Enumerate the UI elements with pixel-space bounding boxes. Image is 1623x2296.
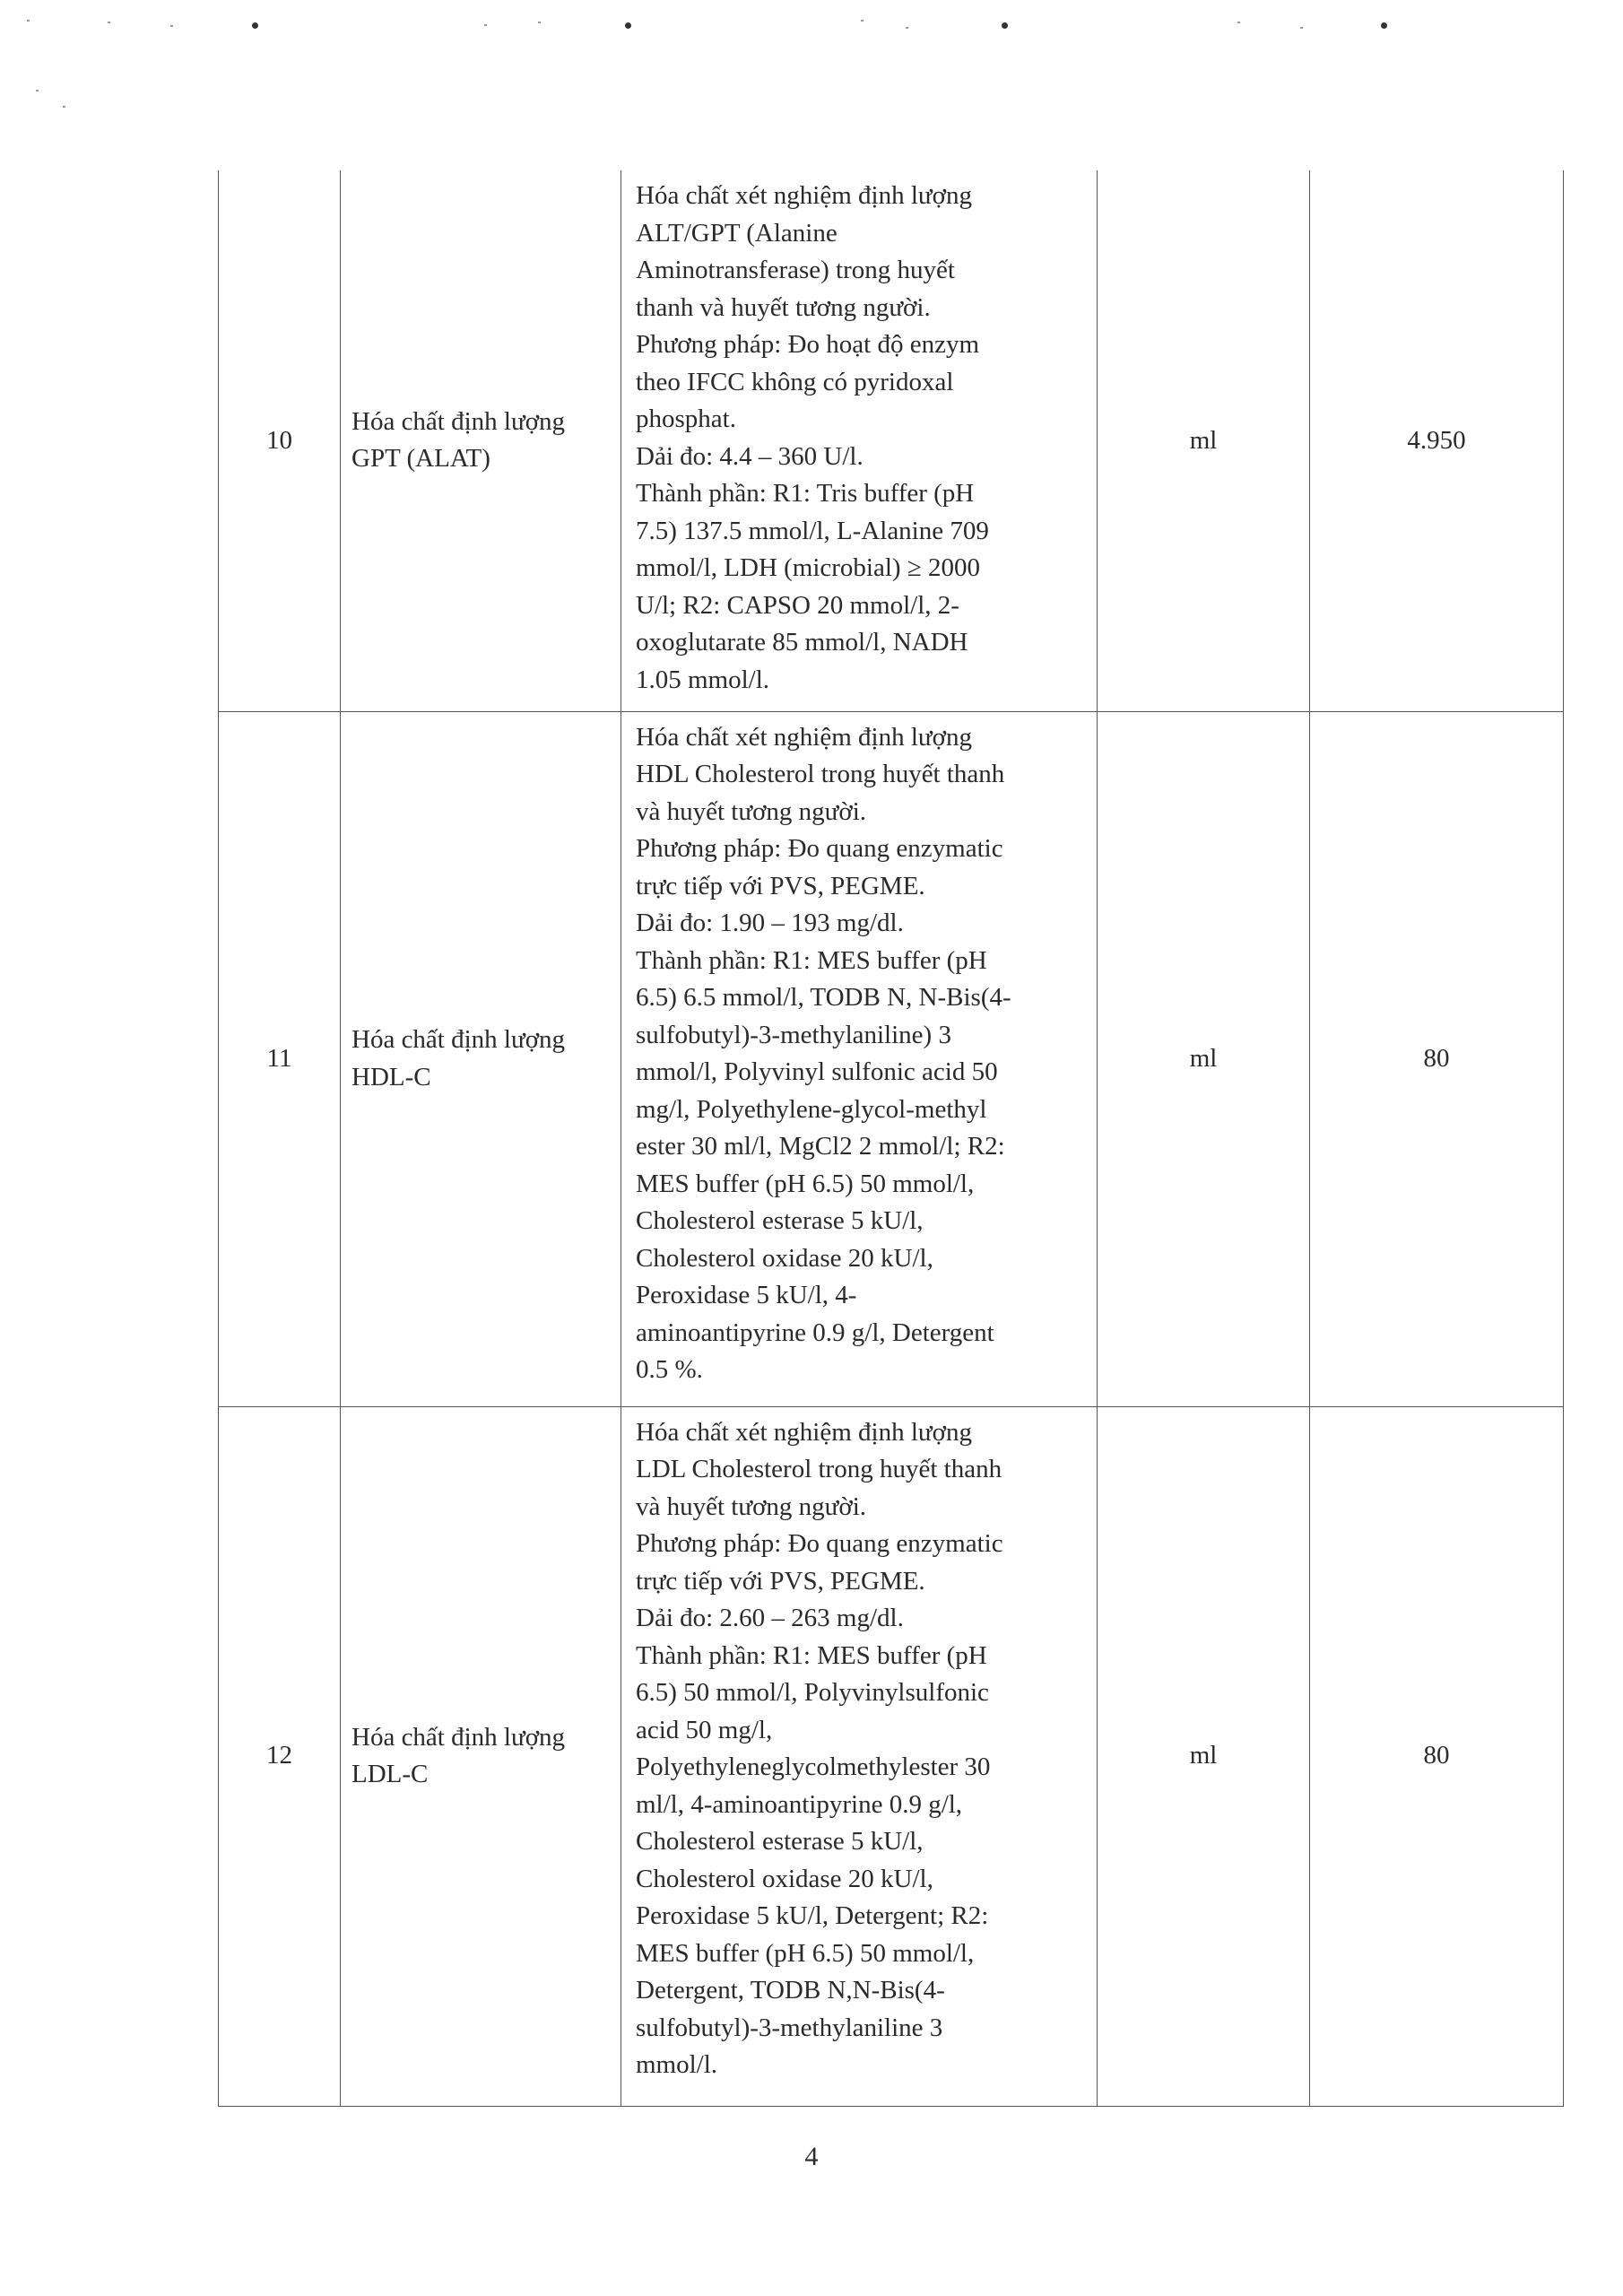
quantity: 80 [1310, 1406, 1564, 2106]
quantity: 4.950 [1310, 170, 1564, 711]
page-number: 4 [804, 2142, 819, 2171]
description-line: Phương pháp: Đo quang enzymatic [636, 1529, 1003, 1558]
unit: ml [1098, 170, 1310, 711]
product-description [621, 711, 1098, 1406]
description-line: Phương pháp: Đo quang enzymatic [636, 834, 1003, 863]
scan-speck [1300, 27, 1303, 29]
scan-artifacts [0, 0, 1623, 126]
description-line: ester 30 ml/l, MgCl2 2 mmol/l; R2: [636, 1132, 1005, 1161]
unit: ml [1098, 1406, 1310, 2106]
product-name: Hóa chất định lượng LDL-C [341, 1406, 621, 2106]
description-line: Dải đo: 4.4 – 360 U/l. [636, 441, 864, 471]
description-line: Polyethyleneglycolmethylester 30 [636, 1752, 991, 1781]
scan-dot [252, 22, 258, 29]
description-line: 0.5 %. [636, 1355, 703, 1384]
description-line: 7.5) 137.5 mmol/l, L-Alanine 709 [636, 516, 989, 545]
description-line: MES buffer (pH 6.5) 50 mmol/l, [636, 1938, 975, 1968]
row-number: 10 [219, 170, 341, 711]
product-description [621, 1406, 1098, 2106]
unit: ml [1098, 711, 1310, 1406]
description-line: sulfobutyl)-3-methylaniline 3 [636, 2013, 943, 2042]
table-row [219, 1406, 1564, 2106]
table-row [219, 170, 1564, 711]
description-line: và huyết tương người. [636, 1492, 867, 1521]
description-line: ALT/GPT (Alanine [636, 218, 838, 248]
description-line: Hóa chất xét nghiệm định lượng [636, 722, 972, 752]
description-line: ml/l, 4-aminoantipyrine 0.9 g/l, [636, 1789, 963, 1819]
description-line: trực tiếp với PVS, PEGME. [636, 871, 925, 900]
row-number: 12 [219, 1406, 341, 2106]
description-line: U/l; R2: CAPSO 20 mmol/l, 2- [636, 590, 959, 620]
description-line: LDL Cholesterol trong huyết thanh [636, 1455, 1002, 1483]
description-line: trực tiếp với PVS, PEGME. [636, 1566, 925, 1596]
quantity: 80 [1310, 711, 1564, 1406]
description-line: Detergent, TODB N,N-Bis(4- [636, 1976, 945, 2005]
product-name: Hóa chất định lượng GPT (ALAT) [341, 170, 621, 711]
scan-speck [170, 25, 173, 27]
description-line: MES buffer (pH 6.5) 50 mmol/l, [636, 1169, 975, 1198]
description-line: Phương pháp: Đo hoạt độ enzym [636, 330, 980, 359]
description-line: Peroxidase 5 kU/l, Detergent; R2: [636, 1901, 989, 1930]
description-line: phosphat. [636, 404, 736, 433]
scan-speck [36, 90, 39, 91]
description-line: HDL Cholesterol trong huyết thanh [636, 760, 1005, 788]
product-name: Hóa chất định lượng HDL-C [341, 711, 621, 1406]
scan-speck [861, 20, 864, 22]
description-line: Hóa chất xét nghiệm định lượng [636, 181, 972, 210]
description-line: Cholesterol oxidase 20 kU/l, [636, 1864, 933, 1893]
description-line: aminoantipyrine 0.9 g/l, Detergent [636, 1318, 994, 1347]
product-description [621, 170, 1098, 711]
description-line: theo IFCC không có pyridoxal [636, 367, 954, 396]
description-line: Hóa chất xét nghiệm định lượng [636, 1417, 972, 1447]
description-line: mg/l, Polyethylene-glycol-methyl [636, 1094, 987, 1124]
table-row [219, 711, 1564, 1406]
scan-dot [625, 22, 631, 29]
scan-speck [906, 27, 908, 29]
scan-dot [1002, 22, 1008, 29]
description-line: Dải đo: 1.90 – 193 mg/dl. [636, 909, 904, 937]
description-line: mmol/l, Polyvinyl sulfonic acid 50 [636, 1057, 998, 1086]
description-line: Thành phần: R1: Tris buffer (pH [636, 479, 975, 508]
description-line: Dải đo: 2.60 – 263 mg/dl. [636, 1604, 904, 1632]
reagent-table [218, 170, 1564, 2107]
description-line: 6.5) 50 mmol/l, Polyvinylsulfonic [636, 1678, 989, 1707]
description-line: 1.05 mmol/l. [636, 665, 770, 694]
description-line: thanh và huyết tương người. [636, 292, 931, 322]
scan-speck [484, 24, 487, 26]
description-line: mmol/l. [636, 2050, 718, 2079]
description-line: 6.5) 6.5 mmol/l, TODB N, N-Bis(4- [636, 983, 1011, 1012]
description-line: Cholesterol esterase 5 kU/l, [636, 1827, 924, 1856]
description-line: Thành phần: R1: MES buffer (pH [636, 945, 987, 975]
scan-speck [63, 106, 65, 108]
description-line: Aminotransferase) trong huyết [636, 256, 955, 284]
scan-speck [27, 20, 30, 22]
description-line: acid 50 mg/l, [636, 1715, 773, 1744]
description-line: Cholesterol esterase 5 kU/l, [636, 1206, 924, 1235]
description-line: và huyết tương người. [636, 796, 867, 826]
scan-speck [538, 22, 541, 23]
description-line: oxoglutarate 85 mmol/l, NADH [636, 628, 968, 657]
description-line: sulfobutyl)-3-methylaniline) 3 [636, 1020, 951, 1049]
row-number: 11 [219, 711, 341, 1406]
scan-speck [1237, 22, 1240, 23]
description-line: Cholesterol oxidase 20 kU/l, [636, 1243, 933, 1273]
description-line: Peroxidase 5 kU/l, 4- [636, 1281, 857, 1309]
scan-speck [108, 22, 110, 23]
description-line: Thành phần: R1: MES buffer (pH [636, 1640, 987, 1670]
scan-dot [1381, 22, 1387, 29]
description-line: mmol/l, LDH (microbial) ≥ 2000 [636, 553, 980, 582]
